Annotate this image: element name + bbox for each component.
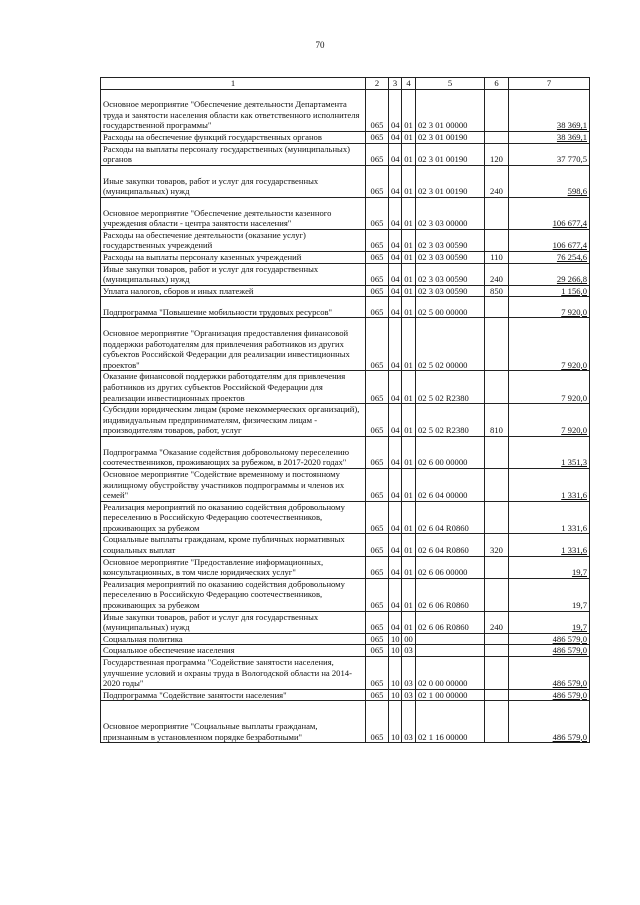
- row-amount: 486 579,0: [509, 657, 590, 690]
- row-code-section: 10: [389, 689, 402, 701]
- row-code-expense-type: [485, 132, 509, 144]
- row-code-section: 04: [389, 251, 402, 263]
- row-code-target: 02 6 04 R0860: [416, 534, 485, 556]
- row-description: Иные закупки товаров, работ и услуг для государственных (муниципальных) нужд: [101, 165, 366, 197]
- row-code-target: 02 0 00 00000: [416, 657, 485, 690]
- row-code-target: 02 3 03 00590: [416, 251, 485, 263]
- row-code-target: 02 5 00 00000: [416, 297, 485, 318]
- row-code-expense-type: [485, 318, 509, 371]
- row-code-section: 04: [389, 371, 402, 404]
- row-code-target: 02 3 01 00190: [416, 165, 485, 197]
- row-code-subsection: 01: [402, 611, 416, 633]
- header-cell: 4: [402, 78, 416, 90]
- row-code-section: 04: [389, 143, 402, 165]
- row-code-expense-type: 810: [485, 404, 509, 437]
- row-code-admin: 065: [366, 534, 389, 556]
- row-code-expense-type: [485, 633, 509, 645]
- row-code-section: 04: [389, 436, 402, 468]
- row-code-admin: 065: [366, 285, 389, 297]
- table-row: [101, 645, 590, 657]
- row-description: Иные закупки товаров, работ и услуг для государственных (муниципальных) нужд: [101, 611, 366, 633]
- row-description: Социальное обеспечение населения: [101, 645, 366, 657]
- row-code-target: 02 3 01 00000: [416, 90, 485, 132]
- row-amount: 486 579,0: [509, 701, 590, 743]
- row-description: Основное мероприятие "Содействие временному и постоянному жилищному обустройству участников подпрограммы и членов их семей": [101, 468, 366, 501]
- row-code-expense-type: 240: [485, 611, 509, 633]
- row-code-expense-type: 320: [485, 534, 509, 556]
- table-row: [101, 297, 590, 318]
- row-code-section: 04: [389, 578, 402, 611]
- row-amount: 1 331,6: [509, 501, 590, 534]
- row-amount: 29 266,8: [509, 263, 590, 285]
- row-code-expense-type: 240: [485, 263, 509, 285]
- row-code-admin: 065: [366, 611, 389, 633]
- row-code-subsection: 03: [402, 645, 416, 657]
- row-code-subsection: 01: [402, 318, 416, 371]
- table-row: [101, 263, 590, 285]
- row-description: Государственная программа "Содействие занятости населения, улучшение условий и охраны труда в Вологодской области на 2014-2020 годы": [101, 657, 366, 690]
- row-code-section: 04: [389, 263, 402, 285]
- row-code-section: 04: [389, 165, 402, 197]
- row-amount: 37 770,5: [509, 143, 590, 165]
- row-code-subsection: 01: [402, 197, 416, 229]
- row-code-admin: 065: [366, 689, 389, 701]
- row-description: Основное мероприятие "Предоставление информационных, консультационных, в том числе юридических услуг": [101, 556, 366, 578]
- row-code-target: [416, 645, 485, 657]
- row-description: Основное мероприятие "Организация предоставления финансовой поддержки работодателям для привлечения работников из других субъектов Российской Федерации для реализации инвестиционных проектов": [101, 318, 366, 371]
- row-code-target: 02 6 06 00000: [416, 556, 485, 578]
- row-description: Подпрограмма "Содействие занятости населения": [101, 689, 366, 701]
- row-amount: 486 579,0: [509, 645, 590, 657]
- row-code-target: 02 3 03 00000: [416, 197, 485, 229]
- table-row: [101, 633, 590, 645]
- row-code-section: 04: [389, 556, 402, 578]
- row-code-admin: 065: [366, 468, 389, 501]
- row-code-section: 04: [389, 501, 402, 534]
- row-amount: 7 920,0: [509, 318, 590, 371]
- row-code-admin: 065: [366, 229, 389, 251]
- table-row: [101, 143, 590, 165]
- row-code-section: 10: [389, 657, 402, 690]
- row-description: Социальные выплаты гражданам, кроме публичных нормативных социальных выплат: [101, 534, 366, 556]
- table-row: [101, 534, 590, 556]
- row-amount: 19,7: [509, 556, 590, 578]
- row-description: Социальная политика: [101, 633, 366, 645]
- row-code-target: 02 6 06 R0860: [416, 578, 485, 611]
- row-code-target: 02 3 03 00590: [416, 229, 485, 251]
- table-row: [101, 318, 590, 371]
- row-code-section: 04: [389, 285, 402, 297]
- table-row: [101, 132, 590, 144]
- row-code-section: 04: [389, 534, 402, 556]
- row-amount: 486 579,0: [509, 633, 590, 645]
- row-code-subsection: 01: [402, 251, 416, 263]
- row-code-subsection: 03: [402, 689, 416, 701]
- row-code-admin: 065: [366, 318, 389, 371]
- row-code-section: 04: [389, 611, 402, 633]
- row-code-expense-type: 120: [485, 143, 509, 165]
- row-code-subsection: 01: [402, 285, 416, 297]
- row-description: Уплата налогов, сборов и иных платежей: [101, 285, 366, 297]
- row-code-subsection: 01: [402, 534, 416, 556]
- row-description: Реализация мероприятий по оказанию содействия добровольному переселению в Российскую Федерацию соотечественников, проживающих за рубежом: [101, 501, 366, 534]
- row-code-admin: 065: [366, 143, 389, 165]
- table-row: [101, 689, 590, 701]
- row-code-target: 02 3 01 00190: [416, 132, 485, 144]
- row-code-admin: 065: [366, 251, 389, 263]
- row-code-expense-type: 240: [485, 165, 509, 197]
- row-description: Реализация мероприятий по оказанию содействия добровольному переселению в Российскую Федерацию соотечественников, проживающих за рубежом: [101, 578, 366, 611]
- row-code-subsection: 01: [402, 501, 416, 534]
- row-code-target: 02 1 00 00000: [416, 689, 485, 701]
- row-code-subsection: 01: [402, 229, 416, 251]
- table-row: [101, 468, 590, 501]
- row-amount: 38 369,1: [509, 132, 590, 144]
- row-description: Подпрограмма "Повышение мобильности трудовых ресурсов": [101, 297, 366, 318]
- row-amount: 19,7: [509, 611, 590, 633]
- row-code-section: 04: [389, 297, 402, 318]
- row-code-subsection: 01: [402, 143, 416, 165]
- row-code-section: 04: [389, 318, 402, 371]
- row-code-expense-type: 110: [485, 251, 509, 263]
- row-code-subsection: 01: [402, 436, 416, 468]
- table-row: [101, 229, 590, 251]
- row-code-admin: 065: [366, 263, 389, 285]
- row-code-subsection: 01: [402, 578, 416, 611]
- table-row: [101, 556, 590, 578]
- table-row: [101, 436, 590, 468]
- table-row: [101, 90, 590, 132]
- row-code-subsection: 01: [402, 263, 416, 285]
- row-code-section: 10: [389, 633, 402, 645]
- table-row: [101, 197, 590, 229]
- row-amount: 486 579,0: [509, 689, 590, 701]
- row-code-target: [416, 633, 485, 645]
- row-code-target: 02 6 04 R0860: [416, 501, 485, 534]
- row-code-target: 02 5 02 R2380: [416, 404, 485, 437]
- row-description: Основное мероприятие "Обеспечение деятельности Департамента труда и занятости населения области как ответственного исполнителя государственной программы": [101, 90, 366, 132]
- row-code-expense-type: [485, 701, 509, 743]
- row-code-target: 02 6 00 00000: [416, 436, 485, 468]
- row-code-section: 10: [389, 701, 402, 743]
- row-code-section: 04: [389, 132, 402, 144]
- row-amount: 106 677,4: [509, 197, 590, 229]
- table-row: [101, 657, 590, 690]
- row-description: Подпрограмма "Оказание содействия добровольному переселению соотечественников, проживающих за рубежом, в 2017-2020 годах": [101, 436, 366, 468]
- row-code-admin: 065: [366, 132, 389, 144]
- page-number: 70: [315, 40, 325, 50]
- row-code-expense-type: [485, 371, 509, 404]
- row-code-expense-type: [485, 436, 509, 468]
- row-code-expense-type: [485, 578, 509, 611]
- row-code-section: 10: [389, 645, 402, 657]
- row-code-admin: 065: [366, 645, 389, 657]
- row-description: Оказание финансовой поддержки работодателям для привлечения работников из других субъектов Российской Федерации для реализации инвестиционных проектов: [101, 371, 366, 404]
- row-code-expense-type: [485, 645, 509, 657]
- row-amount: 1 156,0: [509, 285, 590, 297]
- row-code-admin: 065: [366, 657, 389, 690]
- header-cell: 6: [485, 78, 509, 90]
- row-code-expense-type: [485, 90, 509, 132]
- row-amount: 76 254,6: [509, 251, 590, 263]
- row-code-section: 04: [389, 197, 402, 229]
- row-code-admin: 065: [366, 633, 389, 645]
- row-code-admin: 065: [366, 701, 389, 743]
- row-code-subsection: 00: [402, 633, 416, 645]
- row-code-expense-type: [485, 468, 509, 501]
- row-code-target: 02 6 04 00000: [416, 468, 485, 501]
- row-code-expense-type: [485, 297, 509, 318]
- header-cell: 1: [101, 78, 366, 90]
- row-code-subsection: 01: [402, 468, 416, 501]
- row-code-subsection: 01: [402, 132, 416, 144]
- row-code-section: 04: [389, 90, 402, 132]
- row-amount: 1 351,3: [509, 436, 590, 468]
- row-description: Иные закупки товаров, работ и услуг для государственных (муниципальных) нужд: [101, 263, 366, 285]
- table-row: [101, 165, 590, 197]
- row-code-admin: 065: [366, 404, 389, 437]
- row-code-expense-type: [485, 657, 509, 690]
- row-amount: 1 331,6: [509, 468, 590, 501]
- row-code-expense-type: 850: [485, 285, 509, 297]
- table-row: [101, 285, 590, 297]
- row-code-admin: 065: [366, 90, 389, 132]
- row-code-target: 02 1 16 00000: [416, 701, 485, 743]
- row-amount: 38 369,1: [509, 90, 590, 132]
- row-code-subsection: 01: [402, 297, 416, 318]
- row-code-target: 02 5 02 00000: [416, 318, 485, 371]
- table-row: [101, 251, 590, 263]
- row-description: Расходы на обеспечение функций государственных органов: [101, 132, 366, 144]
- header-row: [101, 78, 590, 90]
- header-cell: 5: [416, 78, 485, 90]
- row-code-expense-type: [485, 197, 509, 229]
- table-row: [101, 578, 590, 611]
- header-cell: 3: [389, 78, 402, 90]
- row-code-section: 04: [389, 229, 402, 251]
- row-amount: 7 920,0: [509, 297, 590, 318]
- row-description: Основное мероприятие "Социальные выплаты гражданам, признанным в установленном порядке безработными": [101, 701, 366, 743]
- row-code-subsection: 01: [402, 90, 416, 132]
- row-code-section: 04: [389, 404, 402, 437]
- header-cell: 7: [509, 78, 590, 90]
- row-code-subsection: 01: [402, 165, 416, 197]
- row-code-subsection: 01: [402, 371, 416, 404]
- row-code-expense-type: [485, 689, 509, 701]
- table-row: [101, 611, 590, 633]
- row-code-admin: 065: [366, 371, 389, 404]
- budget-table: [100, 77, 590, 743]
- row-code-expense-type: [485, 501, 509, 534]
- row-amount: 598,6: [509, 165, 590, 197]
- row-code-target: 02 5 02 R2380: [416, 371, 485, 404]
- table-row: [101, 404, 590, 437]
- row-description: Основное мероприятие "Обеспечение деятельности казенного учреждения области - центра занятости населения": [101, 197, 366, 229]
- row-code-subsection: 01: [402, 404, 416, 437]
- row-code-target: 02 6 06 R0860: [416, 611, 485, 633]
- table-row: [101, 501, 590, 534]
- row-amount: 106 677,4: [509, 229, 590, 251]
- table-row: [101, 371, 590, 404]
- header-cell: 2: [366, 78, 389, 90]
- row-amount: 7 920,0: [509, 371, 590, 404]
- row-code-subsection: 03: [402, 657, 416, 690]
- row-code-admin: 065: [366, 501, 389, 534]
- row-code-subsection: 01: [402, 556, 416, 578]
- row-code-admin: 065: [366, 556, 389, 578]
- row-code-expense-type: [485, 229, 509, 251]
- row-amount: 19,7: [509, 578, 590, 611]
- row-code-admin: 065: [366, 578, 389, 611]
- row-description: Расходы на обеспечение деятельности (оказание услуг) государственных учреждений: [101, 229, 366, 251]
- row-amount: 1 331,6: [509, 534, 590, 556]
- row-code-admin: 065: [366, 297, 389, 318]
- row-code-admin: 065: [366, 165, 389, 197]
- row-code-target: 02 3 03 00590: [416, 263, 485, 285]
- row-code-admin: 065: [366, 436, 389, 468]
- row-code-expense-type: [485, 556, 509, 578]
- row-code-admin: 065: [366, 197, 389, 229]
- row-code-subsection: 03: [402, 701, 416, 743]
- row-code-target: 02 3 01 00190: [416, 143, 485, 165]
- row-code-section: 04: [389, 468, 402, 501]
- row-code-target: 02 3 03 00590: [416, 285, 485, 297]
- row-description: Расходы на выплаты персоналу государственных (муниципальных) органов: [101, 143, 366, 165]
- row-description: Субсидии юридическим лицам (кроме некоммерческих организаций), индивидуальным предпринимателям, физическим лицам - производителям товаров, работ, услуг: [101, 404, 366, 437]
- row-amount: 7 920,0: [509, 404, 590, 437]
- table-row: [101, 701, 590, 743]
- row-description: Расходы на выплаты персоналу казенных учреждений: [101, 251, 366, 263]
